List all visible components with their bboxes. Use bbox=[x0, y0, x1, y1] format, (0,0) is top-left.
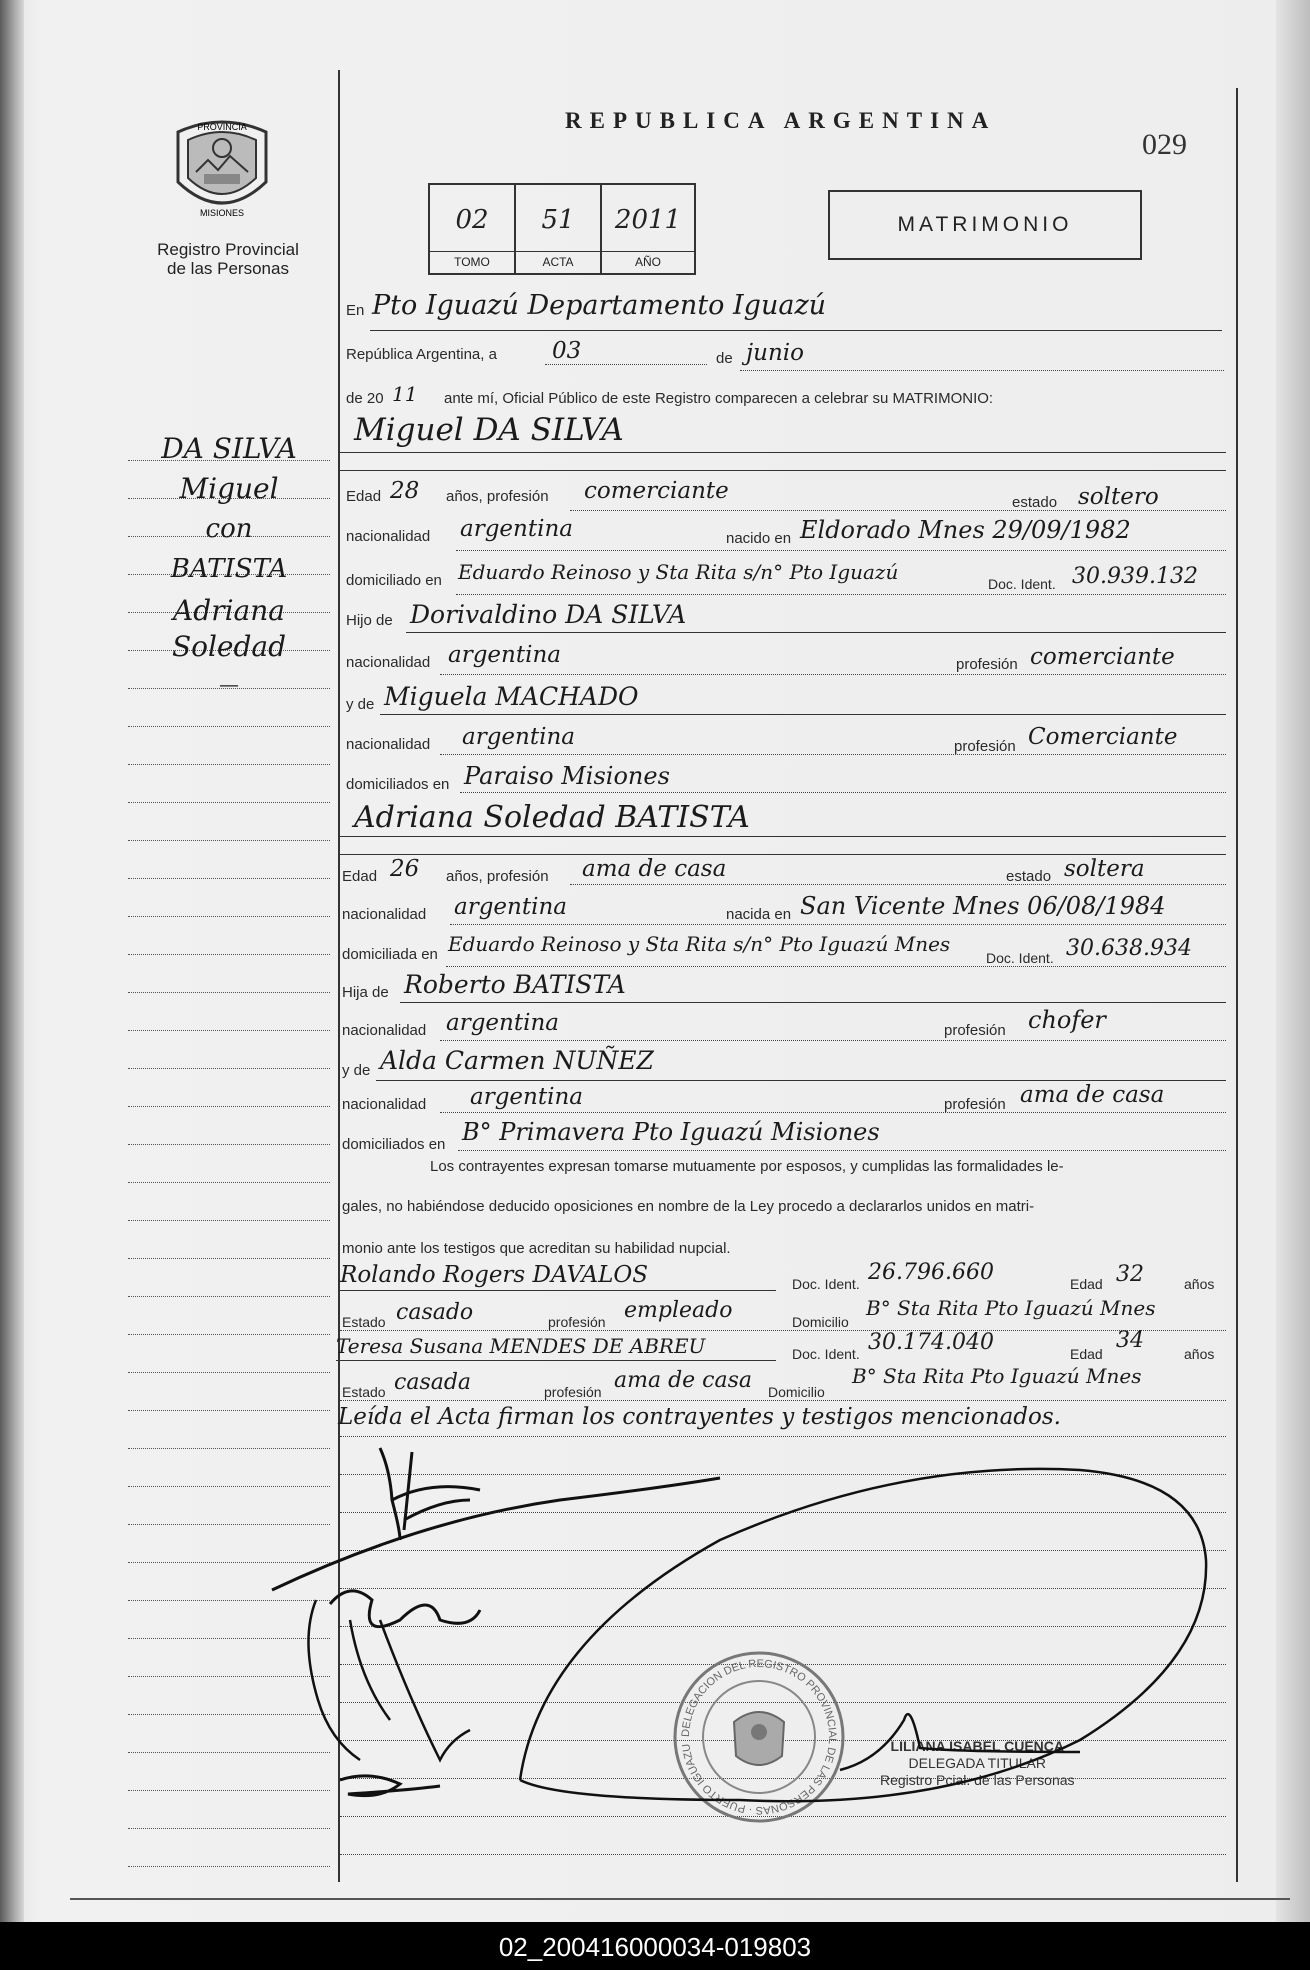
official-title: DELEGADA TITULAR bbox=[908, 1755, 1046, 1771]
margin-ruled-line bbox=[128, 992, 330, 993]
groom-age: 28 bbox=[390, 478, 420, 504]
svg-text:MISIONES: MISIONES bbox=[199, 208, 245, 218]
label-profesion: profesión bbox=[944, 1096, 1006, 1113]
label-anos-profesion: años, profesión bbox=[446, 488, 549, 505]
margin-ruled-line bbox=[128, 1562, 330, 1563]
year-suffix: 11 bbox=[392, 382, 418, 406]
bride-civil-status: soltera bbox=[1064, 856, 1145, 882]
label-nacionalidad: nacionalidad bbox=[346, 528, 431, 545]
signature-ruled-line bbox=[340, 1588, 1226, 1589]
margin-ruled-line bbox=[128, 726, 330, 727]
witness-2-age: 34 bbox=[1116, 1328, 1144, 1353]
margin-ruled-line bbox=[128, 1258, 330, 1259]
official-name: LILIANA ISABEL CUENCA bbox=[890, 1738, 1064, 1754]
bride-parents-address: B° Primavera Pto Iguazú Misiones bbox=[462, 1118, 880, 1146]
margin-ruled-line bbox=[128, 1638, 330, 1639]
bride-father-nationality: argentina bbox=[446, 1010, 559, 1036]
label-domiciliados: domiciliados en bbox=[346, 776, 450, 793]
groom-mother-profession: Comerciante bbox=[1028, 724, 1178, 750]
margin-ruled-line bbox=[128, 1220, 330, 1221]
witness-1-name: Rolando Rogers DAVALOS bbox=[340, 1262, 648, 1288]
official-seal-icon bbox=[670, 1648, 848, 1826]
bride-profession: ama de casa bbox=[582, 856, 727, 882]
rule bbox=[570, 884, 1226, 885]
bride-father: Roberto BATISTA bbox=[404, 970, 626, 999]
bride-doc: 30.638.934 bbox=[1066, 936, 1192, 961]
acta-reference-box bbox=[428, 183, 696, 275]
witness-2-name: Teresa Susana MENDES DE ABREU bbox=[336, 1334, 706, 1358]
rule bbox=[740, 370, 1224, 371]
rule bbox=[440, 674, 1226, 675]
witness-1-age: 32 bbox=[1116, 1262, 1144, 1287]
declaration-line-2: gales, no habiéndose deducido oposiciones en nombre de la Ley procedo a declararlos unidos en matri- bbox=[342, 1198, 1035, 1215]
label-en: En bbox=[346, 302, 365, 319]
margin-ruled-line bbox=[128, 840, 330, 841]
groom-civil-status: soltero bbox=[1078, 484, 1159, 510]
groom-profession: comerciante bbox=[584, 478, 729, 504]
margin-dash: — bbox=[219, 672, 239, 696]
label-edad: Edad bbox=[1070, 1276, 1103, 1292]
label-year-prefix: de 20 bbox=[346, 390, 384, 407]
margin-ruled-line bbox=[128, 1144, 330, 1145]
label-domiciliado: domiciliado en bbox=[346, 572, 442, 589]
margin-ruled-line bbox=[128, 1372, 330, 1373]
groom-parents-address: Paraiso Misiones bbox=[464, 762, 670, 790]
label-domiciliados: domiciliados en bbox=[342, 1136, 446, 1153]
bride-mother: Alda Carmen NUÑEZ bbox=[380, 1046, 654, 1075]
rule bbox=[400, 1002, 1226, 1003]
margin-name-bride: Adriana bbox=[173, 594, 285, 627]
bride-father-profession: chofer bbox=[1028, 1006, 1106, 1034]
closing-statement: Leída el Acta firman los contrayentes y testigos mencionados. bbox=[338, 1404, 1061, 1430]
bride-age: 26 bbox=[390, 856, 420, 882]
witness-1-civil-status: casado bbox=[396, 1300, 474, 1325]
label-domicilio: Domicilio bbox=[768, 1384, 825, 1400]
rule bbox=[376, 1080, 1226, 1081]
label-nacido-en: nacido en bbox=[726, 530, 792, 547]
label-nacionalidad: nacionalidad bbox=[342, 1022, 427, 1039]
label-domiciliada: domiciliada en bbox=[342, 946, 438, 963]
rule bbox=[340, 1330, 1226, 1331]
label-domicilio: Domicilio bbox=[792, 1314, 849, 1330]
groom-doc: 30.939.132 bbox=[1072, 564, 1198, 589]
label-nacionalidad: nacionalidad bbox=[346, 654, 431, 671]
margin-ruled-line bbox=[128, 1296, 330, 1297]
witness-1-doc: 26.796.660 bbox=[868, 1260, 994, 1285]
label-profesion: profesión bbox=[944, 1022, 1006, 1039]
binding-spine bbox=[0, 0, 24, 1922]
page-edge-shadow bbox=[1276, 0, 1310, 1922]
label-estado: estado bbox=[1012, 494, 1058, 511]
rule bbox=[570, 510, 1226, 511]
margin-ruled-line bbox=[128, 1866, 330, 1867]
page-number: 029 bbox=[1142, 128, 1187, 161]
margin-ruled-line bbox=[128, 1334, 330, 1335]
label-profesion: profesión bbox=[954, 738, 1016, 755]
signature-ruled-line bbox=[340, 1512, 1226, 1513]
margin-ruled-line bbox=[128, 1714, 330, 1715]
rule bbox=[440, 754, 1226, 755]
day-value: 03 bbox=[552, 338, 582, 364]
rule bbox=[456, 594, 1226, 595]
label-doc-ident: Doc. Ident. bbox=[792, 1346, 860, 1362]
margin-ruled-line bbox=[128, 1068, 330, 1069]
tomo-value: 02 bbox=[455, 205, 489, 235]
acta-value: 51 bbox=[541, 205, 575, 235]
intro-text: ante mí, Oficial Público de este Registro comparecen a celebrar su MATRIMONIO: bbox=[444, 390, 994, 407]
rule bbox=[340, 854, 1226, 855]
margin-ruled-line bbox=[128, 1106, 330, 1107]
label-edad: Edad bbox=[342, 868, 378, 885]
label-profesion: profesión bbox=[548, 1314, 606, 1330]
groom-father: Dorivaldino DA SILVA bbox=[410, 600, 687, 629]
signature-witness-1-icon bbox=[308, 1600, 470, 1760]
margin-name-groom: Miguel bbox=[179, 472, 279, 505]
declaration-line-3: monio ante los testigos que acreditan su habilidad nupcial. bbox=[342, 1240, 731, 1257]
rule bbox=[336, 1360, 776, 1361]
registry-title bbox=[128, 240, 328, 278]
label-republica: República Argentina, a bbox=[346, 346, 497, 363]
bride-mother-nationality: argentina bbox=[470, 1084, 583, 1110]
witness-2-address: B° Sta Rita Pto Iguazú Mnes bbox=[852, 1364, 1142, 1388]
margin-ruled-line bbox=[128, 954, 330, 955]
rule bbox=[458, 1150, 1226, 1151]
bottom-border bbox=[70, 1898, 1290, 1900]
rule bbox=[340, 1290, 776, 1291]
bride-mother-profession: ama de casa bbox=[1020, 1082, 1165, 1108]
groom-name: Miguel DA SILVA bbox=[354, 412, 624, 448]
ano-cell bbox=[602, 185, 694, 273]
groom-father-nationality: argentina bbox=[448, 642, 561, 668]
label-hija-de: Hija de bbox=[342, 984, 389, 1001]
signature-groom-icon bbox=[380, 1448, 480, 1540]
label-nacionalidad: nacionalidad bbox=[342, 906, 427, 923]
tomo-label: TOMO bbox=[430, 251, 514, 273]
rule bbox=[545, 364, 707, 365]
label-profesion: profesión bbox=[956, 656, 1018, 673]
signature-ruled-line bbox=[340, 1626, 1226, 1627]
margin-surname-groom: DA SILVA bbox=[161, 432, 297, 465]
rule bbox=[440, 1040, 1226, 1041]
place-value: Pto Iguazú Departamento Iguazú bbox=[372, 290, 827, 321]
rule bbox=[340, 1400, 1226, 1401]
declaration-line-1: Los contrayentes expresan tomarse mutuamente por esposos, y cumplidas las formalidades le- bbox=[430, 1158, 1064, 1175]
groom-birthplace: Eldorado Mnes 29/09/1982 bbox=[800, 516, 1131, 544]
label-estado: estado bbox=[1006, 868, 1052, 885]
label-anos-profesion: años, profesión bbox=[446, 868, 549, 885]
margin-divider-left bbox=[338, 70, 340, 1882]
witness-2-profession: ama de casa bbox=[614, 1368, 753, 1393]
margin-ruled-line bbox=[128, 878, 330, 879]
margin-ruled-line bbox=[128, 1676, 330, 1677]
witness-2-civil-status: casada bbox=[394, 1370, 472, 1395]
ano-value: 2011 bbox=[614, 205, 682, 235]
rule bbox=[446, 966, 1226, 967]
country-title: REPUBLICA ARGENTINA bbox=[565, 108, 997, 133]
groom-nationality: argentina bbox=[460, 516, 573, 542]
margin-divider-right bbox=[1236, 88, 1238, 1882]
label-de: de bbox=[716, 350, 733, 367]
signature-ruled-line bbox=[340, 1474, 1226, 1475]
label-hijo-de: Hijo de bbox=[346, 612, 393, 629]
label-estado: Estado bbox=[342, 1314, 386, 1330]
label-profesion: profesión bbox=[544, 1384, 602, 1400]
margin-ruled-line bbox=[128, 1030, 330, 1031]
margin-ruled-line bbox=[128, 1410, 330, 1411]
bride-name: Adriana Soledad BATISTA bbox=[354, 800, 750, 835]
signature-bride-icon bbox=[330, 1591, 480, 1627]
rule bbox=[380, 714, 1226, 715]
label-edad: Edad bbox=[1070, 1346, 1103, 1362]
signature-official-oval-icon bbox=[520, 1469, 1206, 1801]
margin-ruled-line bbox=[128, 1486, 330, 1487]
acta-cell bbox=[516, 185, 602, 273]
margin-ruled-line bbox=[128, 1448, 330, 1449]
official-stamp bbox=[880, 1738, 1075, 1789]
label-doc-ident: Doc. Ident. bbox=[988, 576, 1056, 592]
rule bbox=[456, 550, 1226, 551]
label-edad: Edad bbox=[346, 488, 382, 505]
bride-birthplace: San Vicente Mnes 06/08/1984 bbox=[800, 892, 1166, 920]
tomo-cell bbox=[430, 185, 516, 273]
rule bbox=[340, 470, 1226, 471]
margin-surname-bride: BATISTA bbox=[170, 554, 288, 584]
margin-ruled-line bbox=[128, 1600, 330, 1601]
misiones-emblem-icon bbox=[168, 112, 276, 224]
groom-father-profession: comerciante bbox=[1030, 644, 1175, 670]
month-value: junio bbox=[746, 340, 804, 366]
groom-mother: Miguela MACHADO bbox=[384, 682, 639, 711]
bride-nationality: argentina bbox=[454, 894, 567, 920]
groom-address: Eduardo Reinoso y Sta Rita s/n° Pto Iguazú bbox=[458, 560, 899, 584]
signature-ruled-line bbox=[340, 1550, 1226, 1551]
scan-reference-footer: 02_200416000034-019803 bbox=[498, 1932, 812, 1962]
margin-ruled-line bbox=[128, 802, 330, 803]
rule bbox=[450, 924, 1226, 925]
label-nacionalidad: nacionalidad bbox=[346, 736, 431, 753]
document-type-box: MATRIMONIO bbox=[828, 190, 1142, 260]
witness-2-doc: 30.174.040 bbox=[868, 1330, 994, 1355]
label-nacionalidad: nacionalidad bbox=[342, 1096, 427, 1113]
rule bbox=[370, 330, 1222, 331]
svg-text:PROVINCIA: PROVINCIA bbox=[197, 122, 247, 132]
signature-ruled-line bbox=[340, 1854, 1226, 1855]
margin-name-bride-2: Soledad bbox=[171, 630, 287, 663]
rule bbox=[460, 792, 1226, 793]
svg-text:DELEGACION DEL REGISTRO PROVIN: DELEGACION DEL REGISTRO PROVINCIAL DE LAS PERSONAS · PUERTO IGUAZU bbox=[679, 1657, 839, 1817]
label-y-de: y de bbox=[342, 1062, 371, 1079]
rule bbox=[340, 1436, 1226, 1437]
bride-address: Eduardo Reinoso y Sta Rita s/n° Pto Iguazú Mnes bbox=[448, 932, 951, 956]
margin-ruled-line bbox=[128, 1752, 330, 1753]
registry-line-1: Registro Provincial bbox=[157, 240, 299, 259]
margin-ruled-line bbox=[128, 1790, 330, 1791]
margin-ruled-line bbox=[128, 916, 330, 917]
margin-ruled-line bbox=[128, 1524, 330, 1525]
rule bbox=[406, 632, 1226, 633]
rule bbox=[440, 1112, 1226, 1113]
label-doc-ident: Doc. Ident. bbox=[792, 1276, 860, 1292]
margin-ruled-line bbox=[128, 764, 330, 765]
label-estado: Estado bbox=[342, 1384, 386, 1400]
registry-line-2: de las Personas bbox=[167, 259, 289, 278]
margin-con: con bbox=[205, 514, 253, 544]
label-nacida-en: nacida en bbox=[726, 906, 792, 923]
witness-1-profession: empleado bbox=[624, 1298, 733, 1323]
margin-ruled-line bbox=[128, 1828, 330, 1829]
groom-mother-nationality: argentina bbox=[462, 724, 575, 750]
official-office: Registro Pcial. de las Personas bbox=[880, 1772, 1075, 1788]
label-anos: años bbox=[1184, 1346, 1215, 1362]
margin-ruled-line bbox=[128, 1182, 330, 1183]
label-y-de: y de bbox=[346, 696, 375, 713]
rule bbox=[340, 836, 1226, 837]
ano-label: AÑO bbox=[602, 251, 694, 273]
rule bbox=[340, 452, 1226, 453]
label-doc-ident: Doc. Ident. bbox=[986, 950, 1054, 966]
label-anos: años bbox=[1184, 1276, 1215, 1292]
witness-1-address: B° Sta Rita Pto Iguazú Mnes bbox=[866, 1296, 1156, 1320]
acta-label: ACTA bbox=[516, 251, 600, 273]
